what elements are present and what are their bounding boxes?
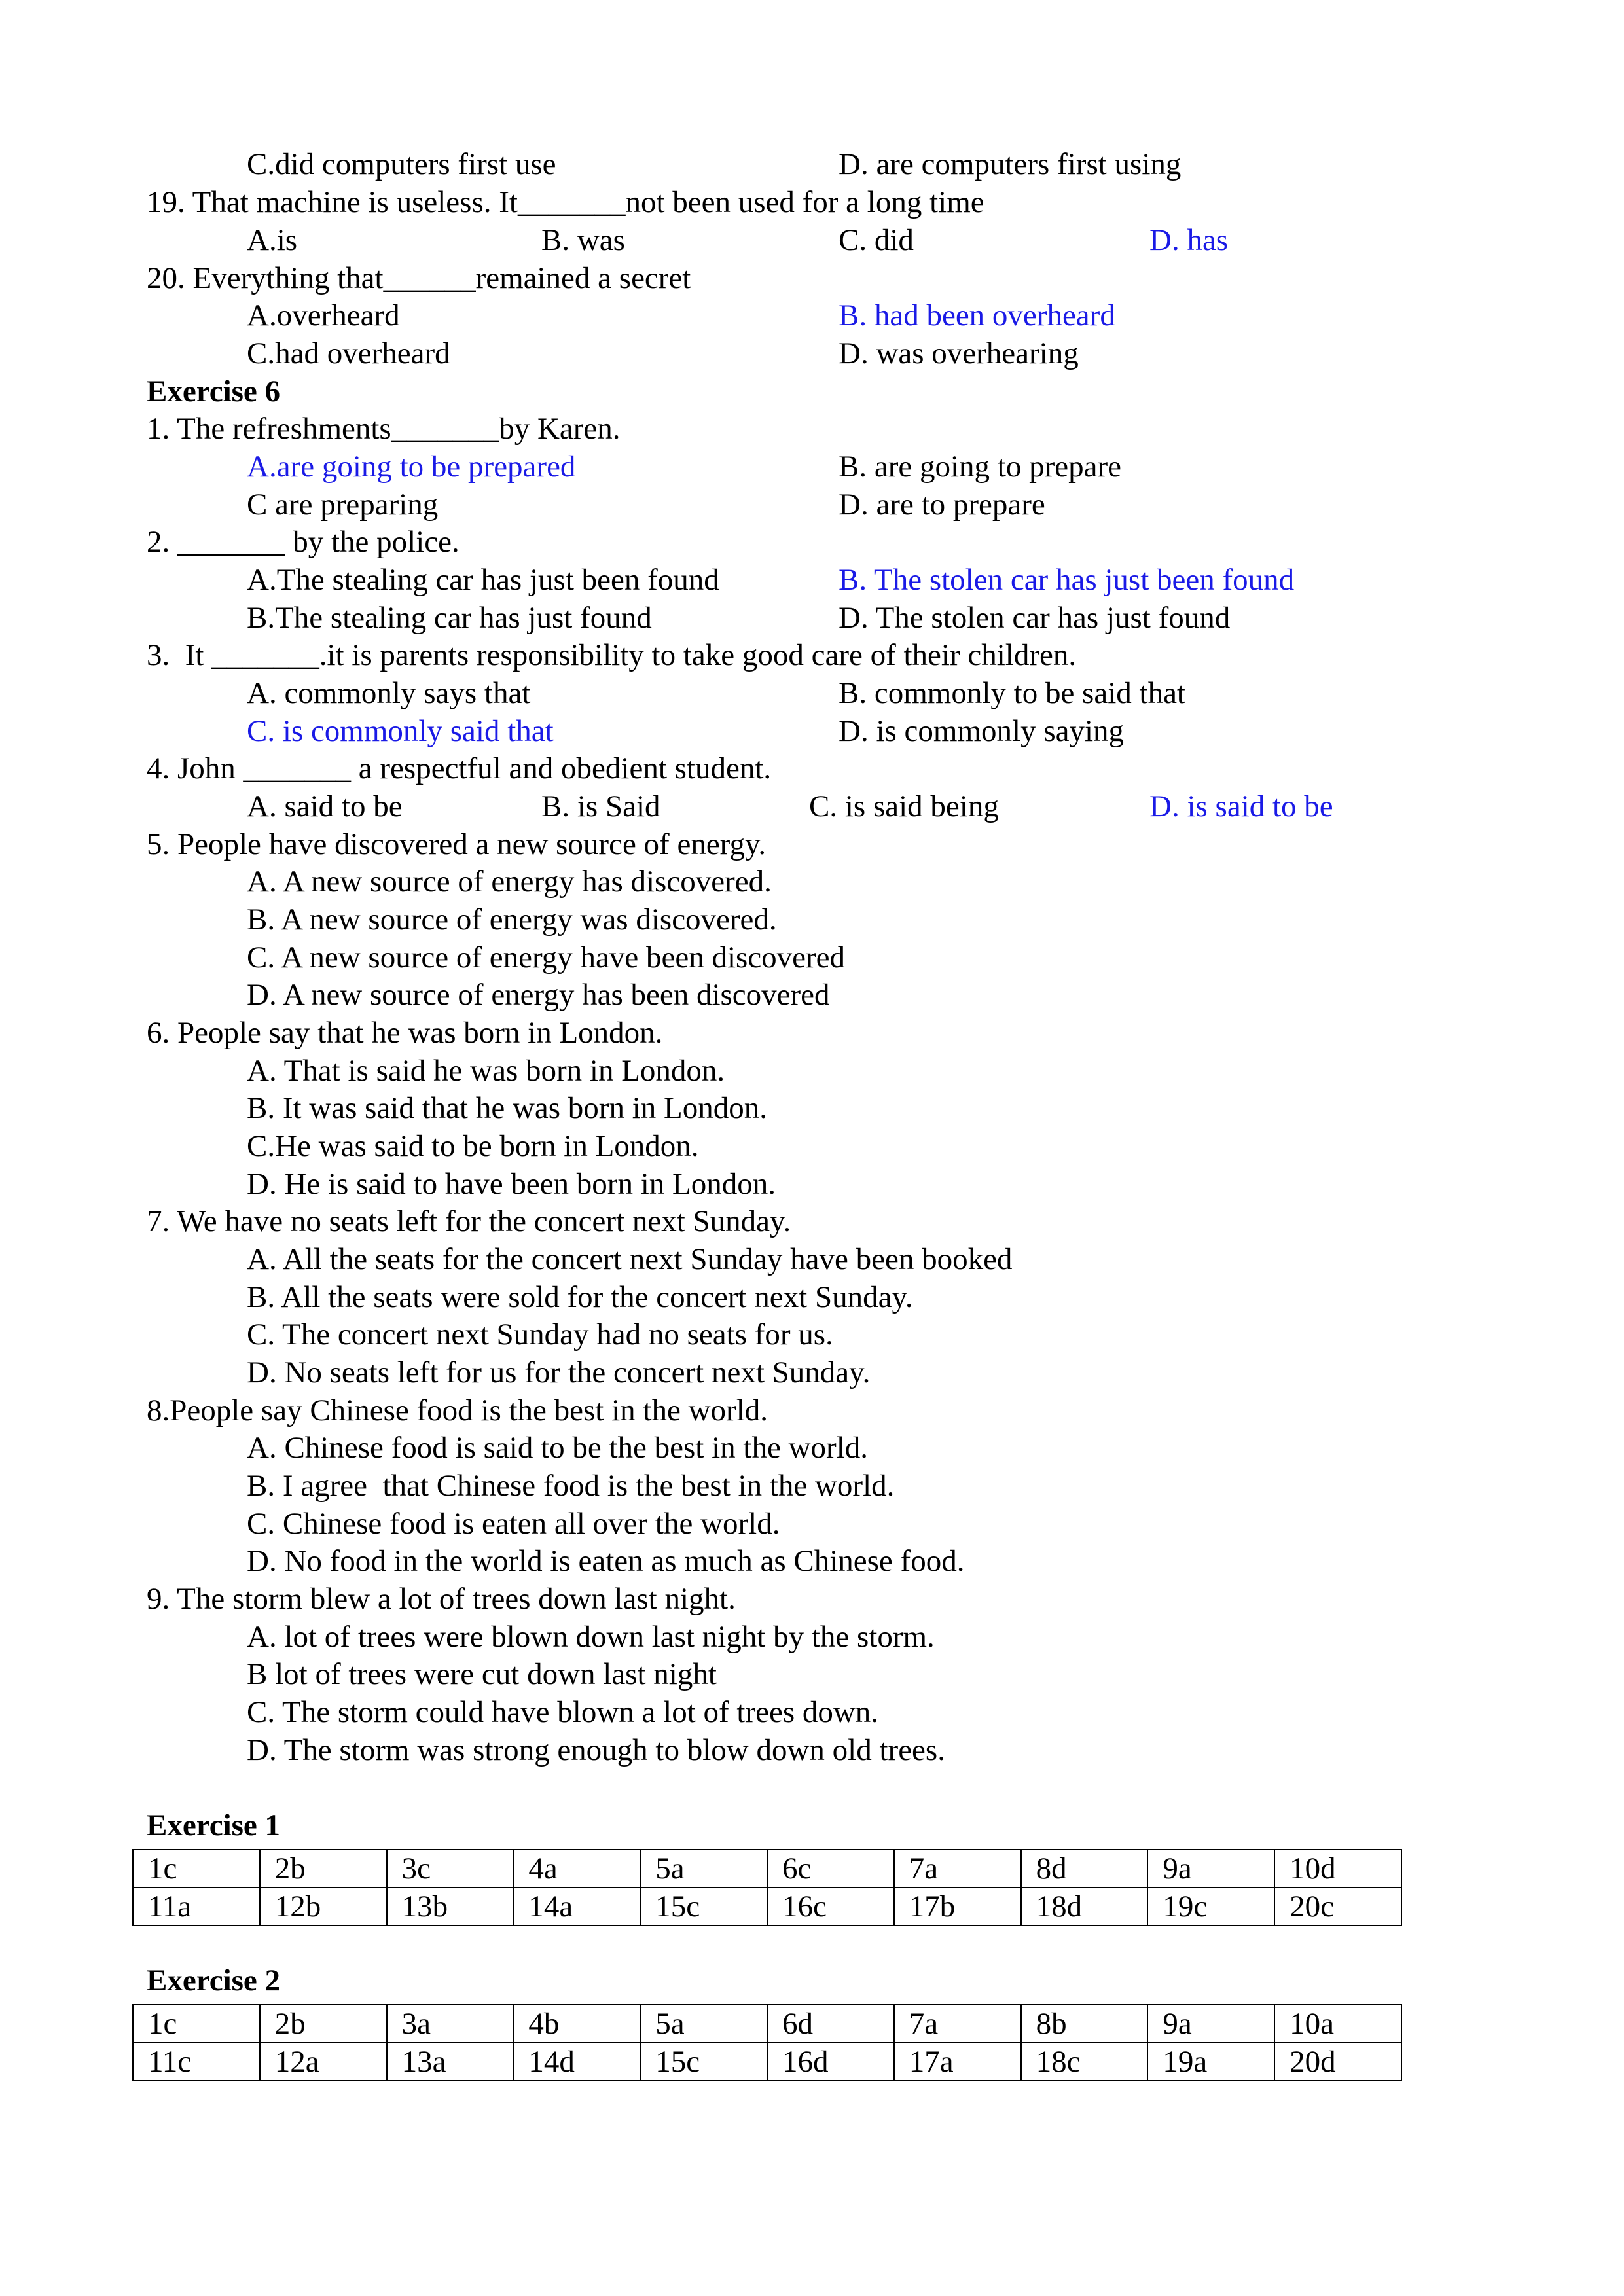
text-line: C. is said being: [809, 789, 999, 823]
table-cell: 15c: [640, 1888, 767, 1926]
table-row: [133, 2043, 1401, 2081]
text-line: C. Chinese food is eaten all over the world.: [247, 1507, 780, 1541]
text-line: D. He is said to have been born in London.: [247, 1167, 776, 1201]
text-line: 7. We have no seats left for the concert next Sunday.: [147, 1204, 791, 1238]
answer-key-table: [132, 1849, 1402, 1926]
table-cell: 14a: [513, 1888, 640, 1926]
text-line: A. All the seats for the concert next Sunday have been booked: [247, 1242, 1013, 1276]
table-row: [133, 1888, 1401, 1926]
table-cell: 8b: [1021, 2005, 1148, 2043]
text-line: A. Chinese food is said to be the best in the world.: [247, 1431, 868, 1465]
text-line: D. is commonly saying: [839, 714, 1125, 748]
table-cell: 4a: [513, 1850, 640, 1888]
table-cell: 7a: [894, 1850, 1021, 1888]
text-line: 20. Everything that______remained a secret: [147, 261, 691, 295]
correct-answer-option: D. is said to be: [1149, 789, 1333, 823]
text-line: D. No food in the world is eaten as much as Chinese food.: [247, 1544, 965, 1578]
table-cell: 6c: [767, 1850, 894, 1888]
table-cell: 3c: [387, 1850, 514, 1888]
table-cell: 1c: [133, 1850, 260, 1888]
table-cell: 11a: [133, 1888, 260, 1926]
text-line: A. commonly says that: [247, 676, 531, 710]
table-cell: 11c: [133, 2043, 260, 2081]
text-line: D. are to prepare: [839, 488, 1045, 522]
table-cell: 19c: [1147, 1888, 1274, 1926]
text-line: A.The stealing car has just been found: [247, 563, 719, 597]
table-cell: 1c: [133, 2005, 260, 2043]
text-line: 19. That machine is useless. It_______not been used for a long time: [147, 185, 984, 219]
table-cell: 2b: [260, 2005, 387, 2043]
text-line: C.did computers first use: [247, 147, 556, 181]
table-cell: 13b: [387, 1888, 514, 1926]
text-line: A. said to be: [247, 789, 403, 823]
table-row: [133, 2005, 1401, 2043]
table-cell: 12a: [260, 2043, 387, 2081]
text-line: B. are going to prepare: [839, 450, 1121, 484]
text-line: B. is Said: [541, 789, 660, 823]
text-line: C. A new source of energy have been discovered: [247, 941, 846, 975]
text-line: 2. _______ by the police.: [147, 525, 460, 559]
table-cell: 6d: [767, 2005, 894, 2043]
table-cell: 12b: [260, 1888, 387, 1926]
section-heading: Exercise 1: [147, 1808, 281, 1842]
table-cell: 19a: [1147, 2043, 1274, 2081]
text-line: C.had overheard: [247, 336, 450, 370]
text-line: D. was overhearing: [839, 336, 1079, 370]
correct-answer-option: D. has: [1149, 223, 1229, 257]
text-line: B. All the seats were sold for the concert next Sunday.: [247, 1280, 913, 1314]
table-cell: 10d: [1274, 1850, 1401, 1888]
table-cell: 9a: [1147, 1850, 1274, 1888]
correct-answer-option: B. had been overheard: [839, 298, 1115, 332]
text-line: A. lot of trees were blown down last night by the storm.: [247, 1620, 935, 1654]
table-cell: 18d: [1021, 1888, 1148, 1926]
text-line: 8.People say Chinese food is the best in the world.: [147, 1393, 768, 1427]
text-line: 3. It _______.it is parents responsibility to take good care of their children.: [147, 638, 1077, 672]
correct-answer-option: C. is commonly said that: [247, 714, 554, 748]
table-cell: 20c: [1274, 1888, 1401, 1926]
text-line: B. I agree that Chinese food is the best in the world.: [247, 1469, 895, 1503]
table-cell: 10a: [1274, 2005, 1401, 2043]
text-line: 1. The refreshments_______by Karen.: [147, 412, 621, 446]
table-cell: 5a: [640, 2005, 767, 2043]
section-heading: Exercise 6: [147, 374, 281, 408]
table-cell: 16d: [767, 2043, 894, 2081]
table-cell: 3a: [387, 2005, 514, 2043]
text-line: D. No seats left for us for the concert next Sunday.: [247, 1355, 871, 1390]
table-cell: 18c: [1021, 2043, 1148, 2081]
answer-key-table: [132, 2004, 1402, 2081]
text-line: A. That is said he was born in London.: [247, 1054, 725, 1088]
table-cell: 8d: [1021, 1850, 1148, 1888]
text-line: C. The storm could have blown a lot of trees down.: [247, 1695, 879, 1729]
table-cell: 20d: [1274, 2043, 1401, 2081]
text-line: 5. People have discovered a new source of energy.: [147, 827, 767, 861]
table-cell: 7a: [894, 2005, 1021, 2043]
text-line: B. commonly to be said that: [839, 676, 1185, 710]
table-cell: 4b: [513, 2005, 640, 2043]
text-line: C are preparing: [247, 488, 439, 522]
text-line: B. It was said that he was born in London.: [247, 1091, 767, 1125]
text-line: B. was: [541, 223, 625, 257]
table-cell: 9a: [1147, 2005, 1274, 2043]
text-line: C. did: [839, 223, 914, 257]
text-line: B lot of trees were cut down last night: [247, 1657, 717, 1691]
text-line: A.is: [247, 223, 298, 257]
correct-answer-option: B. The stolen car has just been found: [839, 563, 1295, 597]
text-line: C. The concert next Sunday had no seats for us.: [247, 1318, 833, 1352]
table-cell: 5a: [640, 1850, 767, 1888]
text-line: 6. People say that he was born in London.: [147, 1016, 663, 1050]
text-line: 9. The storm blew a lot of trees down last night.: [147, 1582, 736, 1616]
table-cell: 14d: [513, 2043, 640, 2081]
table-cell: 17a: [894, 2043, 1021, 2081]
text-line: D. The storm was strong enough to blow down old trees.: [247, 1733, 945, 1767]
table-cell: 2b: [260, 1850, 387, 1888]
text-line: A.overheard: [247, 298, 400, 332]
text-line: D. The stolen car has just found: [839, 601, 1231, 635]
text-line: B.The stealing car has just found: [247, 601, 652, 635]
table-cell: 17b: [894, 1888, 1021, 1926]
text-line: 4. John _______ a respectful and obedient student.: [147, 751, 772, 785]
table-cell: 16c: [767, 1888, 894, 1926]
text-line: B. A new source of energy was discovered.: [247, 903, 777, 937]
section-heading: Exercise 2: [147, 1964, 281, 1998]
text-line: A. A new source of energy has discovered.: [247, 865, 772, 899]
table-cell: 15c: [640, 2043, 767, 2081]
table-cell: 13a: [387, 2043, 514, 2081]
correct-answer-option: A.are going to be prepared: [247, 450, 576, 484]
text-line: C.He was said to be born in London.: [247, 1129, 699, 1163]
text-line: D. are computers first using: [839, 147, 1182, 181]
text-line: D. A new source of energy has been discovered: [247, 978, 830, 1012]
table-row: [133, 1850, 1401, 1888]
